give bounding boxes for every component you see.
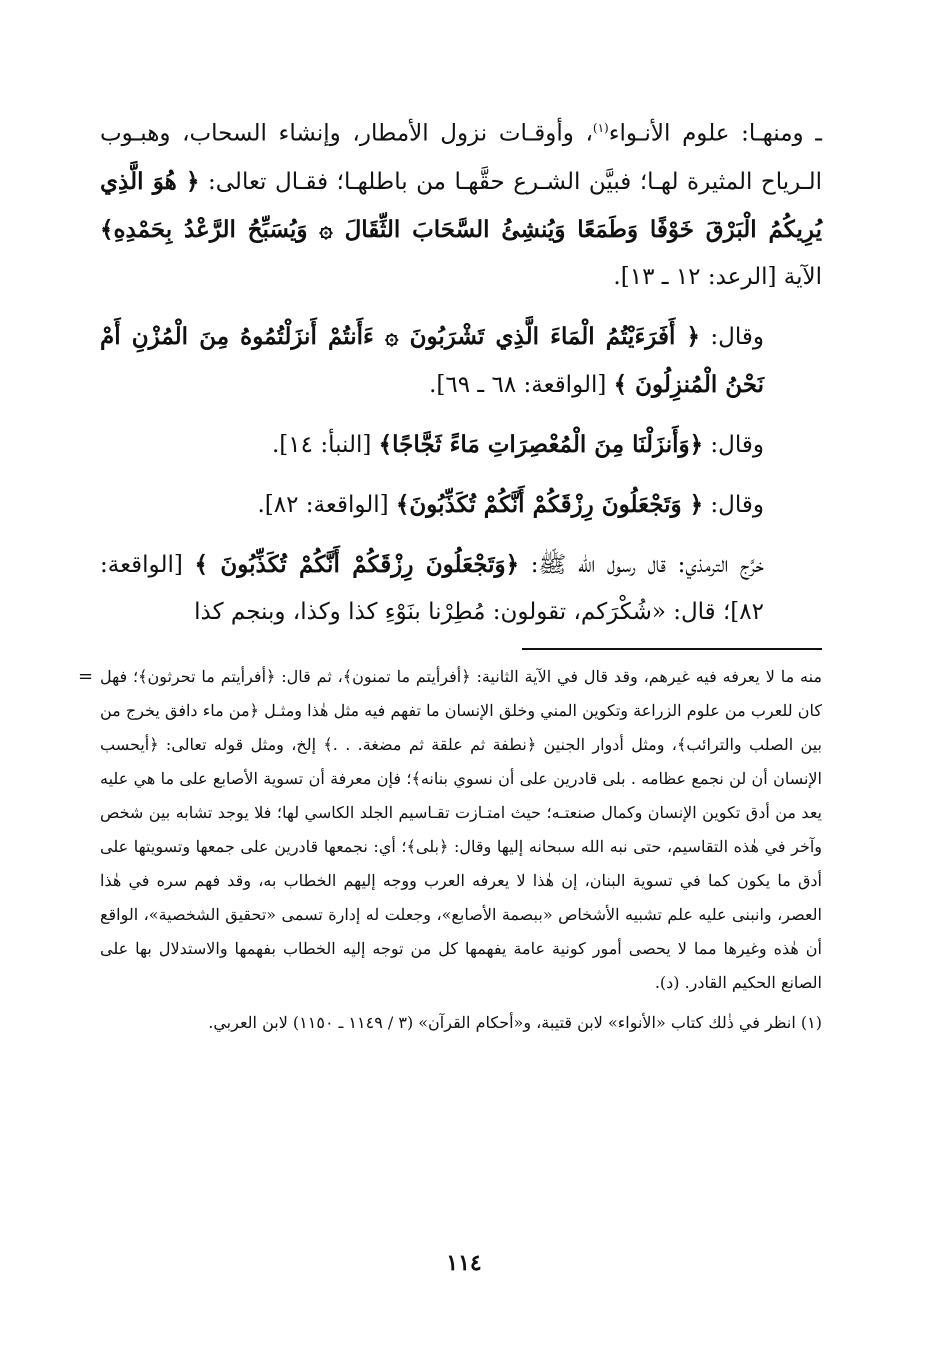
paragraph-anwa-lead: ـ ومنهـا: علوم الأنـواء	[608, 120, 822, 147]
footnote-divider-line	[522, 648, 822, 650]
quran-verse-waqia-82: ﴿ وَتَجْعَلُونَ رِزْقَكُمْ أَنَّكُمْ تُكَذِّبُونَ﴾	[395, 490, 704, 518]
continuation-mark: =	[78, 665, 94, 687]
quran-verse-waqia-82-hadith: ﴿وَتَجْعَلُونَ رِزْقَكُمْ أَنَّكُمْ تُكَذِّبُونَ ﴾	[194, 550, 520, 578]
hadith-intro: خرَّج الترمذي: قال رسول الله ﷺ:	[530, 551, 765, 578]
page-content	[78, 105, 823, 1040]
verse-reference-raad: الآية [الرعد: ١٢ ـ ١٣].	[613, 263, 822, 290]
footnote-1-text: (١) انظر في ذٰلك كتاب «الأنواء» لابن قتيبة، و«أحكام القرآن» (٣ / ١١٤٩ ـ ١١٥٠) لابن العربي.	[208, 1012, 822, 1032]
paragraph-waqia-82	[100, 481, 822, 529]
said-label: وقال:	[710, 323, 764, 350]
main-text	[100, 105, 822, 636]
footnote-continuation	[78, 660, 823, 1000]
quran-verse-raad: ﴿ هُوَ الَّذِي يُرِيكُمُ الْبَرْقَ خَوْفًا وَطَمَعًا وَيُنشِئُ السَّحَابَ الثِّقَالَ ۞ وَيُسَبِّحُ الرَّعْدُ بِحَمْدِهِ﴾	[100, 167, 822, 243]
page-number: ١١٤	[446, 1250, 482, 1276]
said-label: وقال:	[710, 431, 764, 458]
quran-verse-waqia-68: ﴿ أَفَرَءَيْتُمُ الْمَاءَ الَّذِي تَشْرَبُونَ ۞ ءَأَنتُمْ أَنزَلْتُمُوهُ مِنَ الْمُزْنِ أَمْ نَحْنُ الْمُنزِلُونَ ﴾	[100, 322, 764, 398]
verse-reference-waqia-68: [الواقعة: ٦٨ ـ ٦٩].	[429, 371, 607, 398]
hadith-text: [الواقعة: ٨٢]؛ قال: «شُكْرَكم، تقولون: مُطِرْنا بنَوْءِ كذا وكذا، وبنجم كذا	[100, 551, 764, 625]
verse-reference-waqia-82: [الواقعة: ٨٢].	[257, 491, 389, 518]
paragraph-waqia-68	[100, 313, 822, 409]
footnote-ref-1: (١)	[592, 121, 609, 135]
paragraph-naba	[100, 421, 822, 469]
paragraph-tirmidhi	[100, 541, 822, 636]
quran-verse-naba: ﴿وَأَنزَلْنَا مِنَ الْمُعْصِرَاتِ مَاءً ثَجَّاجًا﴾	[378, 430, 704, 458]
verse-reference-naba: [النبأ: ١٤].	[272, 431, 372, 458]
footnotes	[78, 660, 823, 1040]
paragraph-anwa	[100, 105, 822, 301]
footnote-continuation-text: منه ما لا يعرفه فيه غيرهم، وقد قال في الآية الثانية: ﴿أفرأيتم ما تمنون﴾، ثم قال: ﴿أفرأيتم ما تحرثون﴾؛ فهل كان للعرب من علوم الزراعة وتكوين المني وخلق الإنسان ما تفهم فيه مثل هٰذا ومثـل ﴿من ماء دافق يخرج من بين الصلب والترائب﴾، ومثل أدوار الجنين ﴿نطفة ثم علقة ثم مضغة. . .﴾ إلخ، ومثل قوله تعالى: ﴿أيحسب الإنسان أن لن نجمع عظامه . بلى قادرين على أن نسوي بنانه﴾؛ فإن معرفة أن تسوية الأصابع على ما هي عليه يعد من أدق تكوين الإنسان وكمال صنعتـه؛ حيث امتـازت تقـاسيم الجلد الكاسي لها؛ فلا يوجد تشابه بين شخص وآخر في هٰذه التقاسيم، حتى نبه الله سبحانه إليها وقال: ﴿بلى﴾؛ أي: نجمعها قادرين على جمعها وتسويتها على أدق ما يكون كما في تسوية البنان، إن هٰذا لا يعرفه العرب ووجه إليهم الخطاب به، وقد فهم سره في هٰذا العصر، وانبنى عليه علم تشبيه الأشخاص «ببصمة الأصابع»، وجعلت له إدارة تسمى «تحقيق الشخصية»، الواقع أن هٰذه وغيرها مما لا يحصى أمور كونية عامة يفهمها كل من توجه إليه الخطاب بفهمها والاستدلال بها على الصانع الحكيم القادر. (د).	[100, 666, 823, 992]
said-label: وقال:	[710, 491, 764, 518]
footnote-separator	[100, 636, 822, 660]
paragraph-anwa-text: ، وأوقـات نزول الأمطار، وإنشاء السحاب، وهبـوب الـرياح المثيرة لهـا؛ فبيَّن الشـرع حقَّهـا من باطلهـا؛ فقـال تعالى:	[100, 120, 822, 195]
footnote-1	[100, 1006, 822, 1040]
